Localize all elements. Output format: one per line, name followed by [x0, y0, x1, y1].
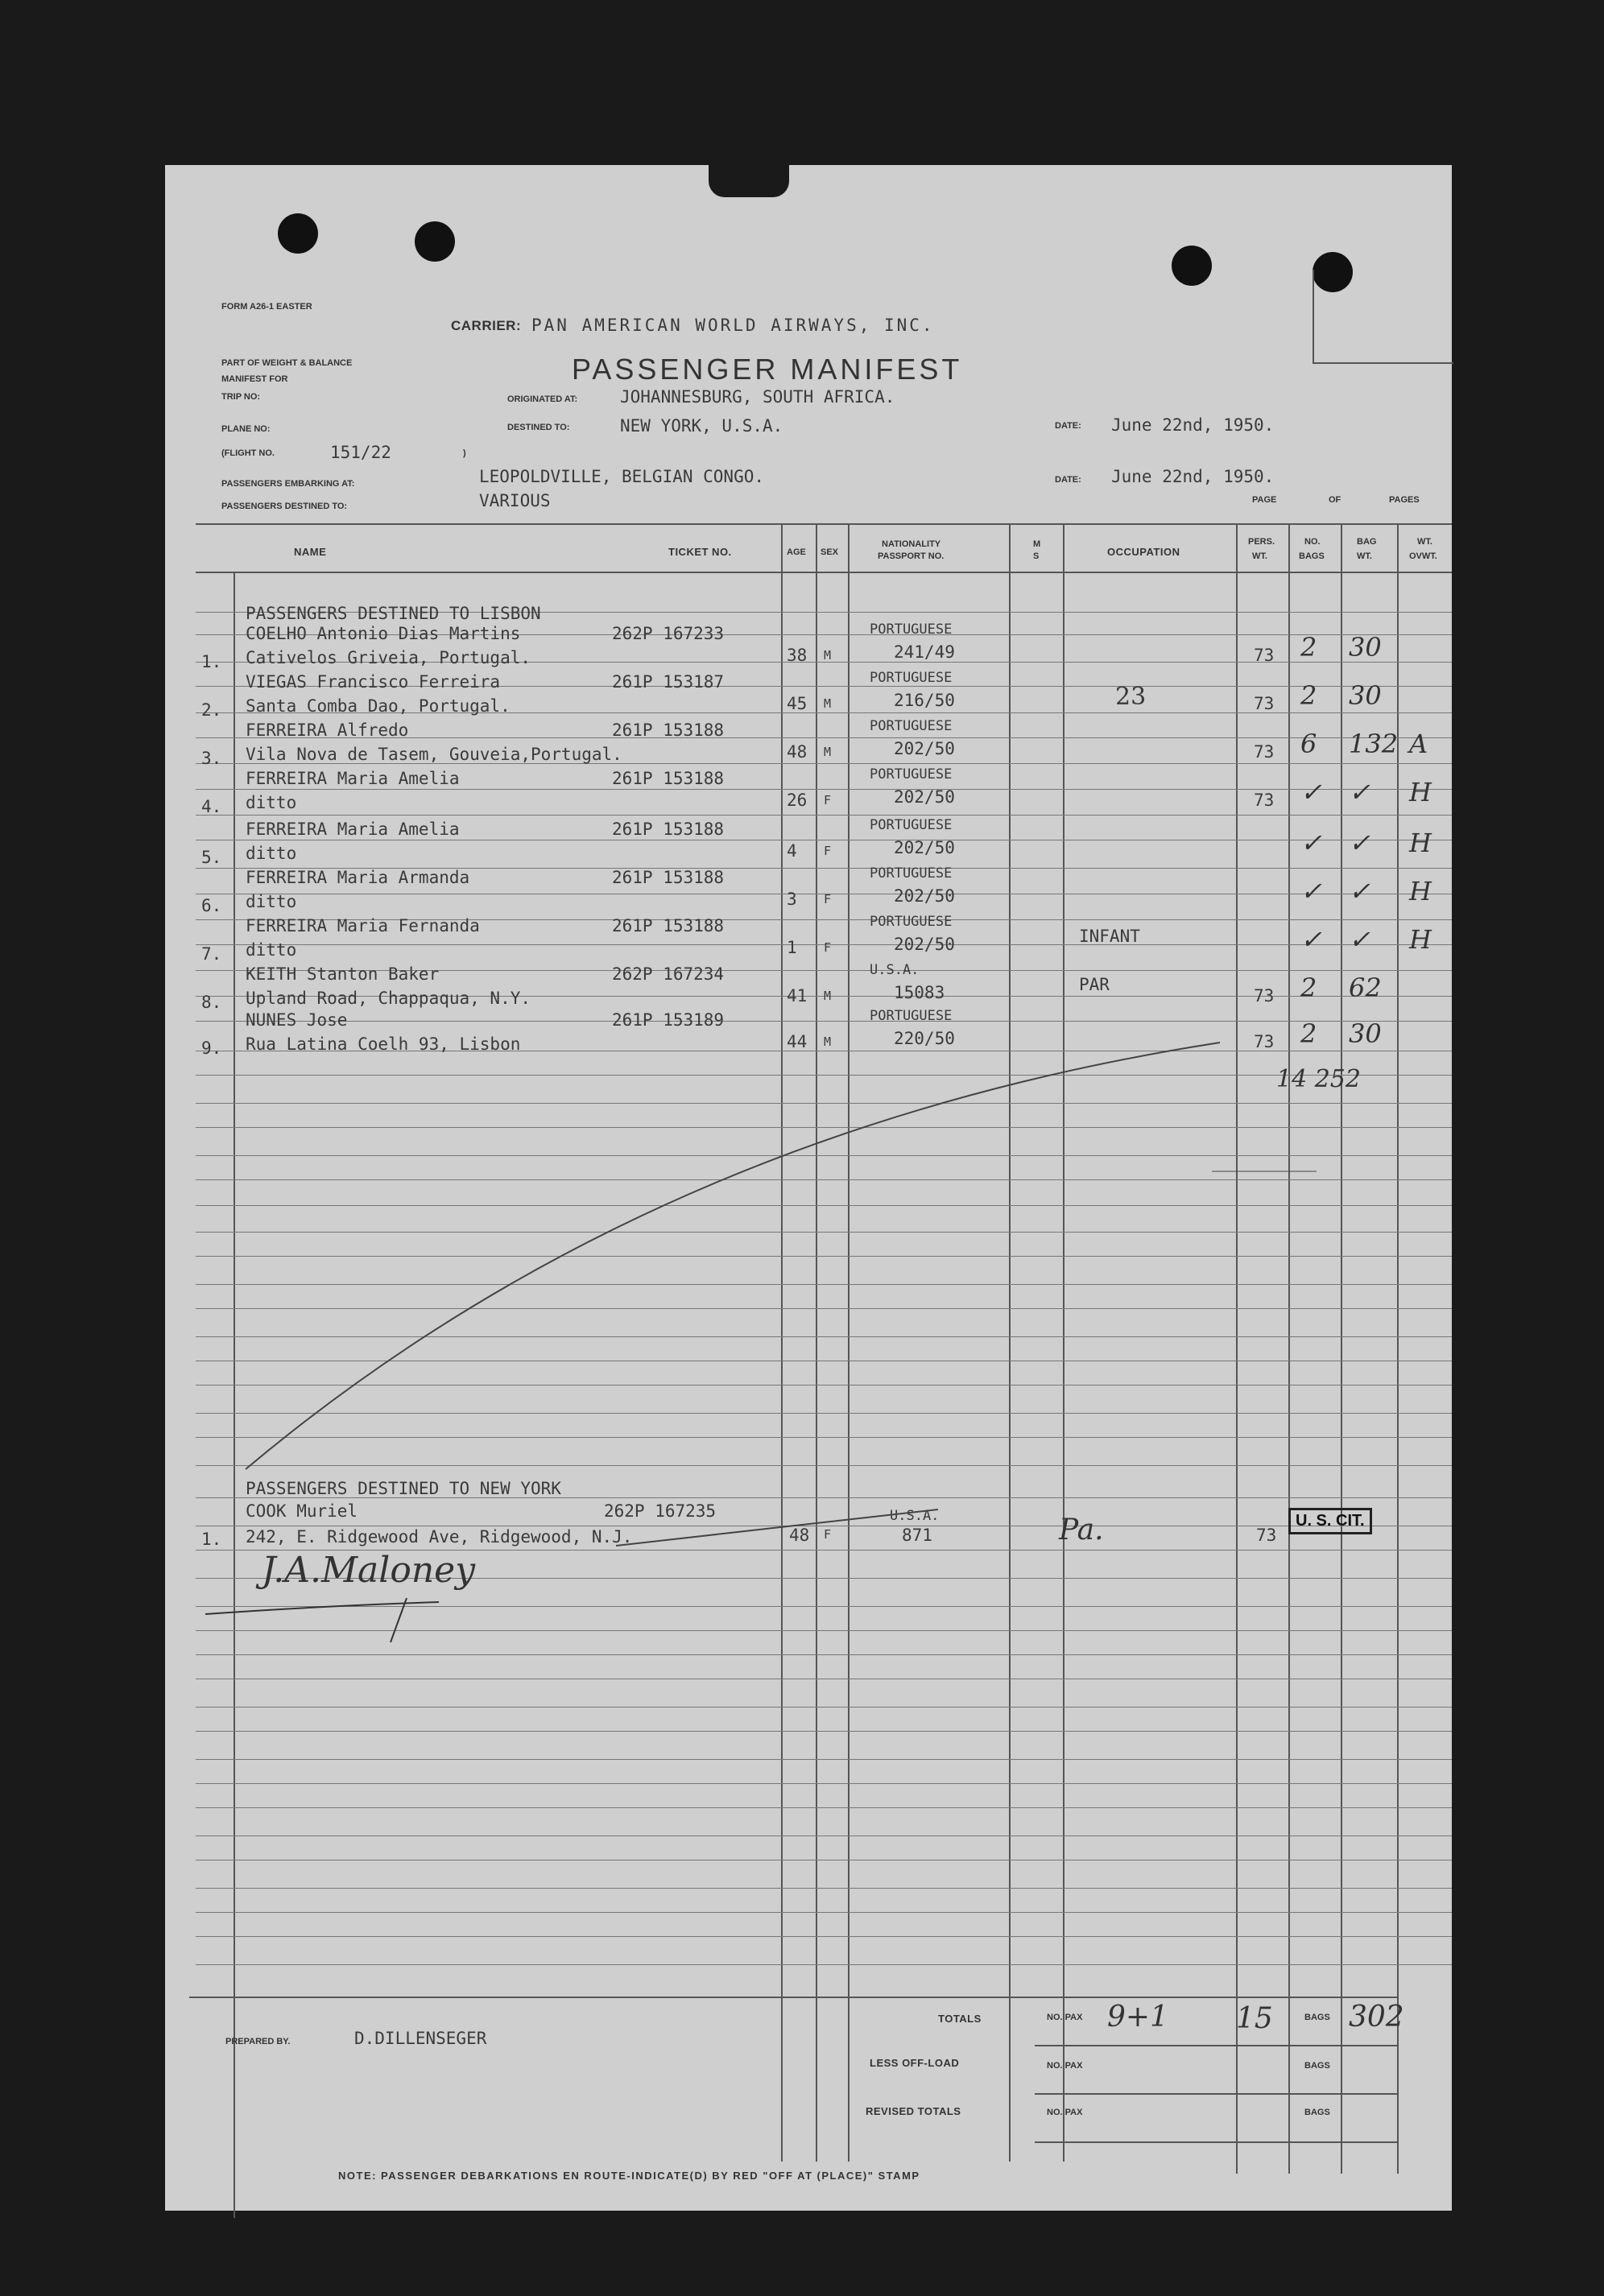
ticket-number: 261P 153188 — [612, 868, 725, 887]
row-number: 4. — [201, 797, 222, 816]
col-header-pers-wt: WT. — [1252, 551, 1267, 561]
passenger-name: FERREIRA Alfredo — [246, 721, 409, 740]
passenger-address: ditto — [246, 940, 297, 960]
flight-no-close: ) — [463, 448, 466, 458]
section-heading-new-york: PASSENGERS DESTINED TO NEW YORK — [246, 1479, 561, 1498]
prepared-by: D.DILLENSEGER — [354, 2029, 487, 2048]
nationality: PORTUGUESE — [870, 670, 953, 686]
ny-sex: F — [824, 1527, 832, 1542]
prepared-by-label: PREPARED BY. — [225, 2037, 291, 2046]
passenger-address: Vila Nova de Tasem, Gouveia,Portugal. — [246, 745, 622, 764]
col-header-pers: PERS. — [1248, 537, 1275, 547]
bag-weight: ✓ — [1349, 924, 1370, 955]
ny-age: 48 — [789, 1526, 810, 1545]
age: 44 — [787, 1032, 808, 1051]
passenger-name: FERREIRA Maria Amelia — [246, 769, 460, 788]
passenger-name: NUNES Jose — [246, 1010, 348, 1030]
passport-number: 202/50 — [894, 935, 955, 954]
passenger-name: FERREIRA Maria Amelia — [246, 820, 460, 839]
col-header-s: S — [1033, 551, 1040, 561]
sex: F — [824, 892, 832, 906]
col-header-bags: NO. — [1304, 537, 1321, 547]
form-number: FORM A26-1 EASTER — [221, 302, 312, 312]
sex: M — [824, 1034, 832, 1049]
age: 1 — [787, 938, 797, 957]
passport-number: 202/50 — [894, 886, 955, 906]
bag-weight: ✓ — [1349, 876, 1370, 906]
embarking-value: LEOPOLDVILLE, BELGIAN CONGO. — [479, 467, 765, 486]
bags-label: BAGS — [1304, 2013, 1330, 2022]
ticket-number: 261P 153189 — [612, 1010, 725, 1030]
nationality: PORTUGUESE — [870, 718, 953, 734]
overweight-mark: H — [1409, 876, 1432, 906]
ny-passenger-name: COOK Muriel — [246, 1501, 358, 1521]
row-number: 7. — [201, 944, 222, 964]
passenger-address: Cativelos Griveia, Portugal. — [246, 648, 531, 667]
pages-label: PAGES — [1389, 495, 1420, 505]
bags-label-3: BAGS — [1304, 2108, 1330, 2117]
ticket-number: 261P 153188 — [612, 769, 725, 788]
bag-count: 2 — [1300, 972, 1317, 1003]
bag-count: ✓ — [1300, 777, 1322, 807]
pers-wt: 73 — [1254, 1032, 1275, 1051]
pers-wt: 73 — [1254, 791, 1275, 810]
row-number: 3. — [201, 749, 222, 768]
nationality: PORTUGUESE — [870, 817, 953, 833]
col-header-occupation: OCCUPATION — [1107, 546, 1180, 558]
bag-count: ✓ — [1300, 828, 1322, 858]
passport-number: 202/50 — [894, 787, 955, 807]
bag-weight: 30 — [1349, 1018, 1382, 1049]
sex: F — [824, 793, 832, 807]
signature: J.A.Maloney — [262, 1550, 476, 1591]
bag-weight: 62 — [1349, 972, 1382, 1003]
row-number: 2. — [201, 700, 222, 720]
totals-rule-4 — [1035, 2141, 1397, 2143]
nationality: PORTUGUESE — [870, 1008, 953, 1024]
row-number: 9. — [201, 1039, 222, 1058]
bag-count: 2 — [1300, 680, 1317, 711]
section-heading-lisbon: PASSENGERS DESTINED TO LISBON — [246, 604, 541, 623]
totals-label: TOTALS — [938, 2013, 982, 2025]
bag-count: 6 — [1300, 729, 1317, 759]
bag-weight: 30 — [1349, 680, 1382, 711]
ny-row-number: 1. — [201, 1530, 222, 1549]
passport-number: 202/50 — [894, 838, 955, 857]
carrier-name: PAN AMERICAN WORLD AIRWAYS, INC. — [531, 316, 935, 335]
sex: M — [824, 745, 832, 759]
passenger-name: FERREIRA Maria Armanda — [246, 868, 470, 887]
ticket-number: 262P 167233 — [612, 624, 725, 643]
totals-rule-3 — [1035, 2093, 1397, 2095]
sex: F — [824, 940, 832, 955]
bag-weight: 132 — [1349, 729, 1399, 759]
no-pax-label-3: NO. PAX — [1047, 2108, 1083, 2117]
ny-passport: 871 — [902, 1526, 932, 1545]
col-header-sex: SEX — [821, 547, 839, 557]
col-header-bagwt-2: WT. — [1357, 551, 1372, 561]
passport-number: 241/49 — [894, 642, 955, 662]
ny-strike — [616, 1501, 954, 1550]
sex: F — [824, 844, 832, 858]
date-label-2: DATE: — [1055, 475, 1081, 485]
row-number: 5. — [201, 848, 222, 867]
nationality: U.S.A. — [870, 962, 920, 978]
revised-totals-label: REVISED TOTALS — [866, 2105, 961, 2117]
less-offload-label: LESS OFF-LOAD — [870, 2057, 960, 2069]
ticket-number: 261P 153188 — [612, 820, 725, 839]
sex: M — [824, 989, 832, 1003]
total-pax: 9+1 — [1107, 2001, 1168, 2034]
date-value-2: June 22nd, 1950. — [1111, 467, 1275, 486]
ny-passenger-address: 242, E. Ridgewood Ave, Ridgewood, N.J. — [246, 1527, 633, 1546]
age: 41 — [787, 986, 808, 1006]
of-label: OF — [1329, 495, 1341, 505]
pers-wt: 73 — [1254, 986, 1275, 1006]
signature-flourish — [197, 1582, 503, 1646]
passenger-name: FERREIRA Maria Fernanda — [246, 916, 480, 935]
col-header-name: NAME — [294, 546, 327, 558]
bag-weight: 30 — [1349, 632, 1382, 663]
age: 3 — [787, 890, 797, 909]
nationality: PORTUGUESE — [870, 865, 953, 882]
row-number: 1. — [201, 652, 222, 671]
destined-to-label: PASSENGERS DESTINED TO: — [221, 502, 348, 511]
totals-rule-2 — [1035, 2045, 1397, 2046]
carrier-label: CARRIER: — [451, 318, 522, 333]
age: 26 — [787, 791, 808, 810]
passenger-address: ditto — [246, 793, 297, 812]
sex: M — [824, 696, 832, 711]
col-header-age: AGE — [787, 547, 806, 557]
age: 38 — [787, 646, 808, 665]
bag-weight: ✓ — [1349, 777, 1370, 807]
page-title: PASSENGER MANIFEST — [572, 353, 963, 386]
manifest-for-label: MANIFEST FOR — [221, 374, 288, 384]
age: 48 — [787, 742, 808, 762]
pers-wt: 73 — [1254, 694, 1275, 713]
bag-count: ✓ — [1300, 924, 1322, 955]
trip-no-label: TRIP NO: — [221, 392, 261, 402]
passport-number: 15083 — [894, 983, 945, 1002]
col-header-nationality: NATIONALITY — [882, 539, 941, 549]
destined-to-value: VARIOUS — [479, 491, 551, 510]
passenger-name: COELHO Antonio Dias Martins — [246, 624, 521, 643]
flight-no-label: (FLIGHT NO. — [221, 448, 275, 458]
ny-nationality: U.S.A. — [890, 1508, 940, 1524]
total-bags: 302 — [1349, 2001, 1404, 2034]
originated-value: JOHANNESBURG, SOUTH AFRICA. — [620, 387, 895, 407]
passenger-name: VIEGAS Francisco Ferreira — [246, 672, 501, 692]
ticket-number: 261P 153188 — [612, 721, 725, 740]
embarking-label: PASSENGERS EMBARKING AT: — [221, 479, 355, 489]
overweight-mark: H — [1409, 924, 1432, 955]
date-value: June 22nd, 1950. — [1111, 415, 1275, 435]
destined-value: NEW YORK, U.S.A. — [620, 416, 783, 436]
bags-label-2: BAGS — [1304, 2061, 1330, 2071]
col-header-ticket: TICKET NO. — [668, 546, 732, 558]
row-number: 6. — [201, 896, 222, 915]
passport-number: 202/50 — [894, 739, 955, 758]
overweight-mark: H — [1409, 828, 1432, 858]
ticket-number: 261P 153188 — [612, 916, 725, 935]
passenger-address: Rua Latina Coelh 93, Lisbon — [246, 1034, 521, 1054]
ticket-number: 262P 167234 — [612, 964, 725, 984]
passenger-address: ditto — [246, 892, 297, 911]
totals-top-rule — [189, 1997, 1397, 1998]
overweight-mark: A — [1409, 729, 1428, 759]
pers-wt: 73 — [1254, 742, 1275, 762]
nationality: PORTUGUESE — [870, 766, 953, 783]
date-label: DATE: — [1055, 421, 1081, 431]
age: 4 — [787, 841, 797, 861]
bag-count: 2 — [1300, 632, 1317, 663]
ny-pers-wt: 73 — [1256, 1526, 1277, 1545]
passport-number: 220/50 — [894, 1029, 955, 1048]
age: 45 — [787, 694, 808, 713]
manifest-sheet — [165, 165, 1452, 2211]
originated-label: ORIGINATED AT: — [507, 394, 578, 404]
destined-label: DESTINED TO: — [507, 423, 570, 432]
ny-occupation: Pa. — [1059, 1513, 1104, 1546]
passenger-address: ditto — [246, 844, 297, 863]
col-header-ovwt-2: OVWT. — [1409, 551, 1437, 561]
passenger-address: Upland Road, Chappaqua, N.Y. — [246, 989, 531, 1008]
col-header-ovwt: WT. — [1417, 537, 1432, 547]
no-pax-label-2: NO. PAX — [1047, 2061, 1083, 2071]
overweight-mark: H — [1409, 777, 1432, 807]
subtotal: 14 252 — [1276, 1065, 1361, 1093]
sex: M — [824, 648, 832, 663]
strike-line — [165, 165, 1452, 2211]
ticket-number: 261P 153187 — [612, 672, 725, 692]
total-pers-wt: 15 — [1236, 2002, 1273, 2035]
pers-wt: 73 — [1254, 646, 1275, 665]
part-of-label: PART OF WEIGHT & BALANCE — [221, 358, 353, 368]
col-header-m: M — [1033, 539, 1041, 549]
col-header-passport: PASSPORT NO. — [878, 551, 945, 561]
nationality: PORTUGUESE — [870, 914, 953, 930]
page-label: PAGE — [1252, 495, 1277, 505]
bag-count: 2 — [1300, 1018, 1317, 1049]
occupation: INFANT — [1079, 927, 1140, 946]
passport-number: 216/50 — [894, 691, 955, 710]
ny-ticket: 262P 167235 — [604, 1501, 717, 1521]
nationality: PORTUGUESE — [870, 621, 953, 638]
occupation: PAR — [1079, 975, 1110, 994]
bag-count: ✓ — [1300, 876, 1322, 906]
occupation: 23 — [1115, 683, 1147, 711]
row-number: 8. — [201, 993, 222, 1012]
passenger-name: KEITH Stanton Baker — [246, 964, 440, 984]
no-pax-label: NO. PAX — [1047, 2013, 1083, 2022]
bag-weight: ✓ — [1349, 828, 1370, 858]
footer-note: NOTE: PASSENGER DEBARKATIONS EN ROUTE-INDICATE(D) BY RED "OFF AT (PLACE)" STAMP — [338, 2170, 920, 2182]
plane-no-label: PLANE NO: — [221, 424, 271, 434]
col-header-bagwt: BAG — [1357, 537, 1377, 547]
passenger-address: Santa Comba Dao, Portugal. — [246, 696, 511, 716]
flight-no: 151/22 — [330, 443, 391, 462]
col-header-bags-2: BAGS — [1299, 551, 1325, 561]
us-citizen-stamp: U. S. CIT. — [1288, 1508, 1372, 1534]
